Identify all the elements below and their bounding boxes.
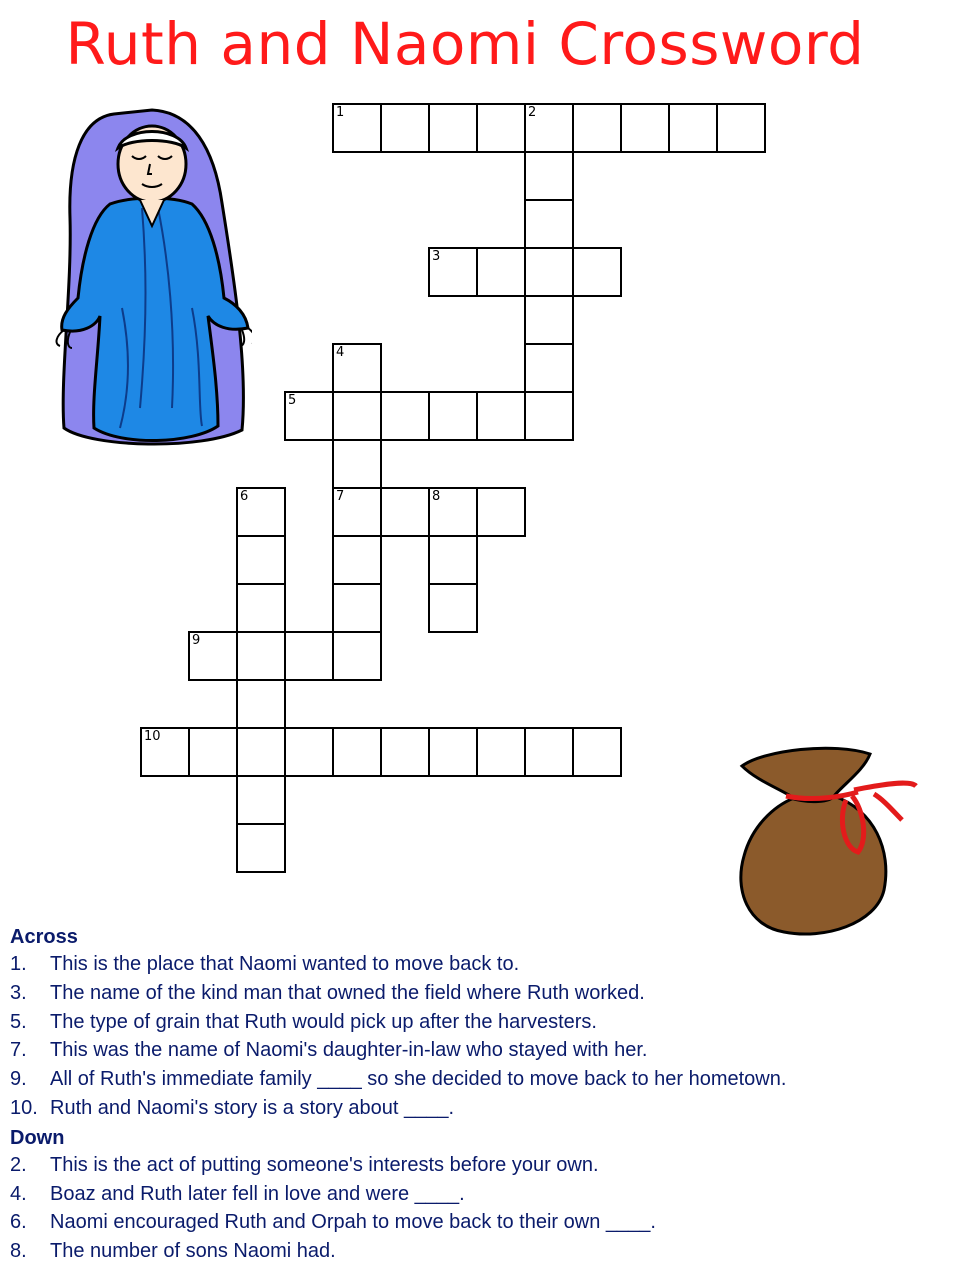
grid-cell[interactable] [333,344,381,392]
grid-cell[interactable] [621,104,669,152]
clue-number: 8 [432,489,441,504]
grid-cell[interactable] [381,488,429,536]
grid-cell[interactable] [285,632,333,680]
clue-number: 7 [336,489,345,504]
clue-down-8: 8. The number of sons Naomi had. [10,1240,336,1263]
clue-across-10: 10. Ruth and Naomi's story is a story about ____. [10,1096,455,1119]
grid-cell[interactable] [381,104,429,152]
clue-down-4: 4. Boaz and Ruth later fell in love and were ____. [10,1182,465,1205]
grid-cell[interactable] [333,584,381,632]
down-heading: Down [10,1126,65,1149]
clue-number: 1 [336,105,345,120]
grid-cell[interactable] [525,200,573,248]
grid-cell[interactable] [429,392,477,440]
grid-cell[interactable] [237,488,285,536]
clue-list [10,922,950,1266]
clue-across-7: 7. This was the name of Naomi's daughter-in-law who stayed with her. [10,1039,648,1062]
clue-across-1: 1. This is the place that Naomi wanted to move back to. [10,953,520,975]
clue-across-9: 9. All of Ruth's immediate family ____ so she decided to move back to her hometown. [10,1068,787,1091]
page-title: Ruth and Naomi Crossword [65,10,865,78]
grid-cell[interactable] [237,776,285,824]
clue-down-2: 2. This is the act of putting someone's interests before your own. [10,1153,599,1176]
grid-cell[interactable] [525,248,573,296]
grid-cell[interactable] [573,248,621,296]
grid-cell[interactable] [573,728,621,776]
grid-cell[interactable] [189,728,237,776]
grid-cell[interactable] [333,632,381,680]
grid-cell[interactable] [429,584,477,632]
clue-down-6: 6. Naomi encouraged Ruth and Orpah to move back to their own ____. [10,1211,656,1234]
clue-number: 10 [144,729,161,744]
clue-number: 9 [192,633,201,648]
grid-cell[interactable] [477,248,525,296]
grid-cell[interactable] [237,632,285,680]
grid-cell[interactable] [333,104,381,152]
clue-across-3: 3. The name of the kind man that owned the field where Ruth worked. [10,981,645,1004]
grid-cell[interactable] [429,488,477,536]
clue-number: 6 [240,489,249,504]
grid-cell[interactable] [573,104,621,152]
clue-number: 5 [288,393,297,408]
grid-cell[interactable] [381,728,429,776]
grid-cell[interactable] [237,536,285,584]
grid-cell[interactable] [333,440,381,488]
grid-cell[interactable] [525,296,573,344]
grid-cell[interactable] [477,728,525,776]
grid-cell[interactable] [141,728,189,776]
grid-cell[interactable] [525,392,573,440]
grid-cell[interactable] [333,488,381,536]
grid-cell[interactable] [333,728,381,776]
grid-cell[interactable] [525,344,573,392]
grid-cell[interactable] [237,584,285,632]
grid-cell[interactable] [525,728,573,776]
grid-cell[interactable] [429,728,477,776]
grid-cell[interactable] [285,728,333,776]
grid-cell[interactable] [333,392,381,440]
grid-cell[interactable] [237,824,285,872]
clue-number: 4 [336,345,345,360]
grid-cell[interactable] [381,392,429,440]
grid-cell[interactable] [525,152,573,200]
grid-cell[interactable] [717,104,765,152]
clue-number: 3 [432,249,441,264]
grid-cell[interactable] [669,104,717,152]
grid-cell[interactable] [525,104,573,152]
grid-cell[interactable] [429,248,477,296]
grid-cell[interactable] [189,632,237,680]
grid-cell[interactable] [477,488,525,536]
clue-across-5: 5. The type of grain that Ruth would pick up after the harvesters. [10,1010,597,1033]
clue-number: 2 [528,105,537,120]
across-heading: Across [10,926,78,948]
grid-cell[interactable] [333,536,381,584]
grid-cell[interactable] [285,392,333,440]
grid-cell[interactable] [237,728,285,776]
grid-cell[interactable] [477,392,525,440]
grid-cell[interactable] [429,536,477,584]
grid-cell[interactable] [429,104,477,152]
grid-cell[interactable] [477,104,525,152]
grid-cell[interactable] [237,680,285,728]
